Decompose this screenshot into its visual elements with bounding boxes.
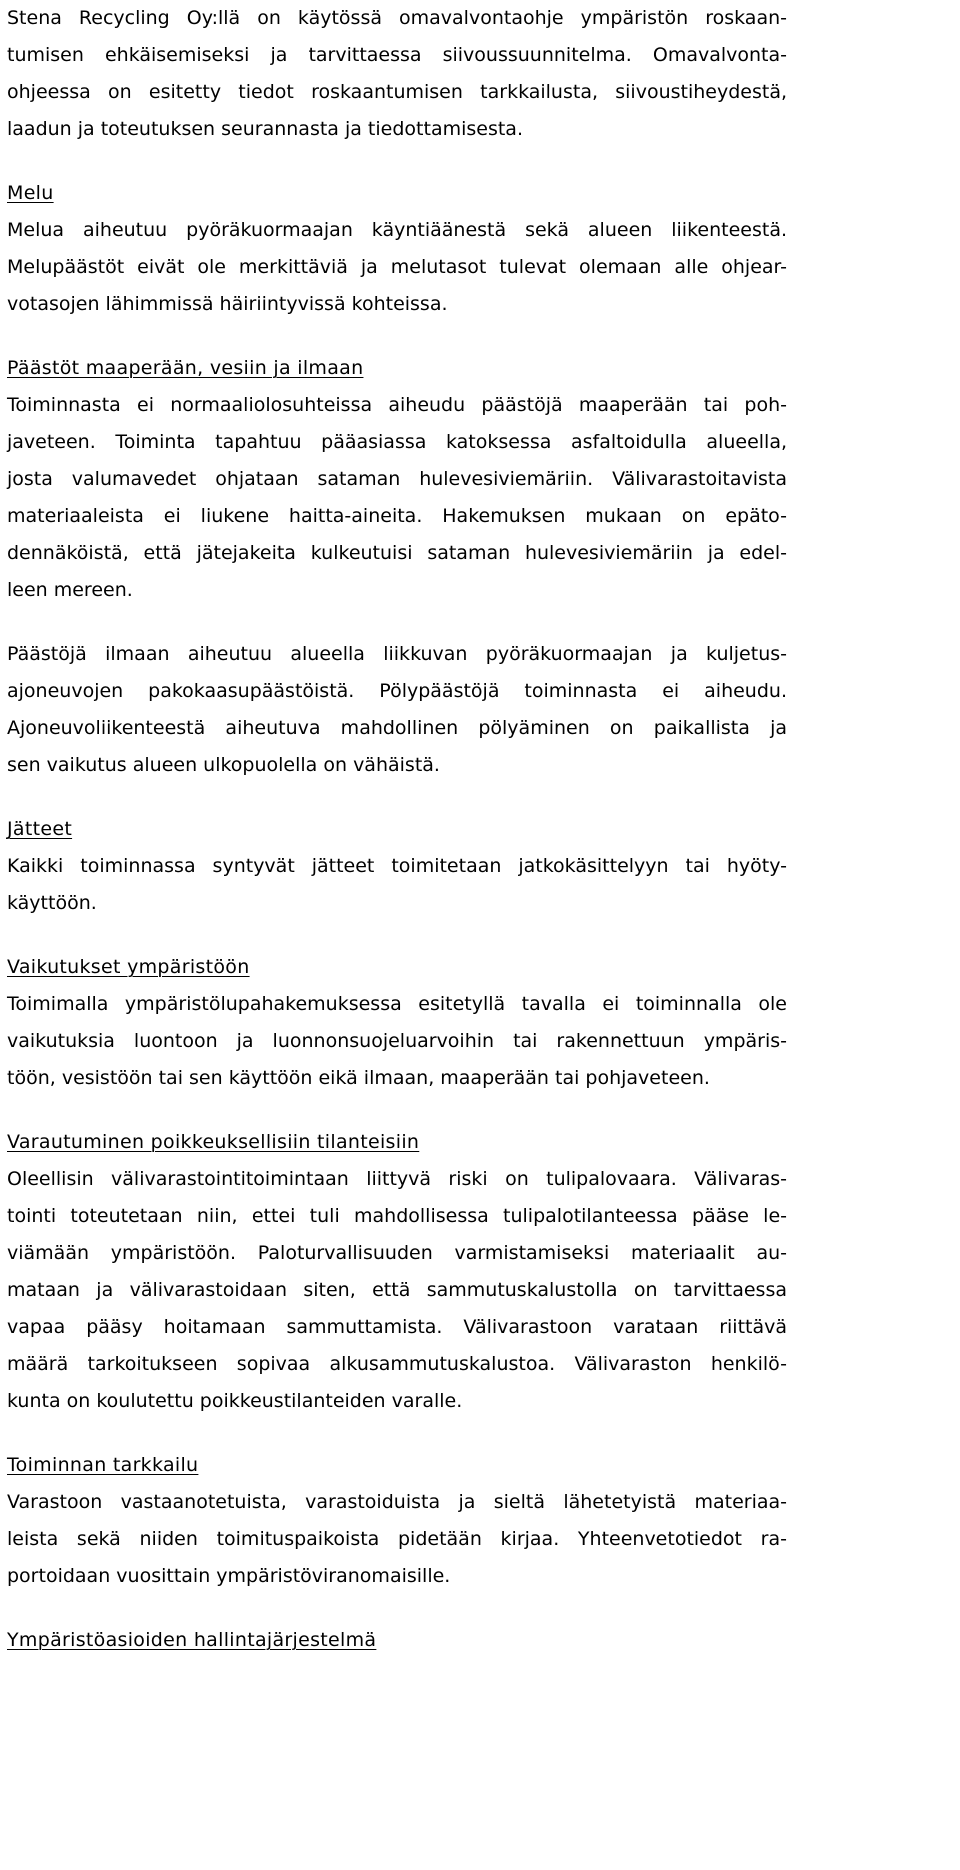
section-varautuminen [7,1124,787,1420]
text-line: vapaa pääsy hoitamaan sammuttamista. Välivarastoon varataan riittävä [7,1316,787,1338]
text-line: josta valumavedet ohjataan sataman hulevesiviemäriin. Välivarastoitavista [7,468,787,490]
text-line: Stena Recycling Oy:llä on käytössä omavalvontaohje ympäristön roskaan- [7,7,787,29]
text-line: portoidaan vuosittain ympäristöviranomaisille. [7,1565,451,1587]
text-line: Toimimalla ympäristölupahakemuksessa esitetyllä tavalla ei toiminnalla ole [7,993,787,1015]
paragraph [7,1161,787,1420]
text-line: Toiminnasta ei normaaliolosuhteissa aiheudu päästöjä maaperään tai poh- [7,394,787,416]
text-line: leista sekä niiden toimituspaikoista pidetään kirjaa. Yhteenvetotiedot ra- [7,1528,787,1550]
text-line: leen mereen. [7,579,133,601]
section-hallintajarjestelma [7,1622,787,1659]
text-line: töön, vesistöön tai sen käyttöön eikä ilmaan, maaperään tai pohjaveteen. [7,1067,710,1089]
text-line: laadun ja toteutuksen seurannasta ja tiedottamisesta. [7,118,523,140]
section-heading: Toiminnan tarkkailu [7,1454,199,1476]
paragraph [7,636,787,784]
text-line: viämään ympäristöön. Paloturvallisuuden varmistamiseksi materiaalit au- [7,1242,787,1264]
text-line: Melua aiheutuu pyöräkuormaajan käyntiäänestä sekä alueen liikenteestä. [7,219,787,241]
document-page [7,0,787,1659]
text-line: käyttöön. [7,892,97,914]
text-line: määrä tarkoitukseen sopivaa alkusammutuskalustoa. Välivaraston henkilö- [7,1353,787,1375]
text-line: vaikutuksia luontoon ja luonnonsuojeluarvoihin tai rakennettuun ympäris- [7,1030,787,1052]
section-vaikutukset [7,949,787,1097]
intro-paragraph [7,0,787,148]
section-tarkkailu [7,1447,787,1595]
section-heading: Vaikutukset ympäristöön [7,956,250,978]
paragraph [7,1484,787,1595]
section-heading: Jätteet [7,818,73,840]
text-line: kunta on koulutettu poikkeustilanteiden varalle. [7,1390,463,1412]
section-heading: Päästöt maaperään, vesiin ja ilmaan [7,357,364,379]
section-heading: Melu [7,182,54,204]
paragraph [7,212,787,323]
text-line: Päästöjä ilmaan aiheutuu alueella liikkuvan pyöräkuormaajan ja kuljetus- [7,643,787,665]
text-line: sen vaikutus alueen ulkopuolella on vähäistä. [7,754,440,776]
paragraph [7,986,787,1097]
section-paastot [7,350,787,784]
text-line: tumisen ehkäisemiseksi ja tarvittaessa siivoussuunnitelma. Omavalvonta- [7,44,787,66]
text-line: materiaaleista ei liukene haitta-aineita. Hakemuksen mukaan on epäto- [7,505,787,527]
section-heading: Varautuminen poikkeuksellisiin tilanteisiin [7,1131,420,1153]
text-line: ohjeessa on esitetty tiedot roskaantumisen tarkkailusta, siivoustiheydestä, [7,81,787,103]
text-line: dennäköistä, että jätejakeita kulkeutuisi sataman hulevesiviemäriin ja edel- [7,542,787,564]
text-line: mataan ja välivarastoidaan siten, että sammutuskalustolla on tarvittaessa [7,1279,787,1301]
text-line: votasojen lähimmissä häiriintyvissä kohteissa. [7,293,448,315]
text-line: Varastoon vastaanotetuista, varastoiduista ja sieltä lähetetyistä materiaa- [7,1491,787,1513]
text-line: tointi toteutetaan niin, ettei tuli mahdollisessa tulipalotilanteessa pääse le- [7,1205,787,1227]
text-line: Kaikki toiminnassa syntyvät jätteet toimitetaan jatkokäsittelyyn tai hyöty- [7,855,787,877]
text-line: Oleellisin välivarastointitoimintaan liittyvä riski on tulipalovaara. Välivaras- [7,1168,787,1190]
paragraph [7,848,787,922]
section-jatteet [7,811,787,922]
section-melu [7,175,787,323]
text-line: javeteen. Toiminta tapahtuu pääasiassa katoksessa asfaltoidulla alueella, [7,431,787,453]
paragraph [7,387,787,609]
text-line: ajoneuvojen pakokaasupäästöistä. Pölypäästöjä toiminnasta ei aiheudu. [7,680,787,702]
text-line: Ajoneuvoliikenteestä aiheutuva mahdollinen pölyäminen on paikallista ja [7,717,787,739]
text-line: Melupäästöt eivät ole merkittäviä ja melutasot tulevat olemaan alle ohjear- [7,256,787,278]
section-heading: Ympäristöasioiden hallintajärjestelmä [7,1629,377,1651]
